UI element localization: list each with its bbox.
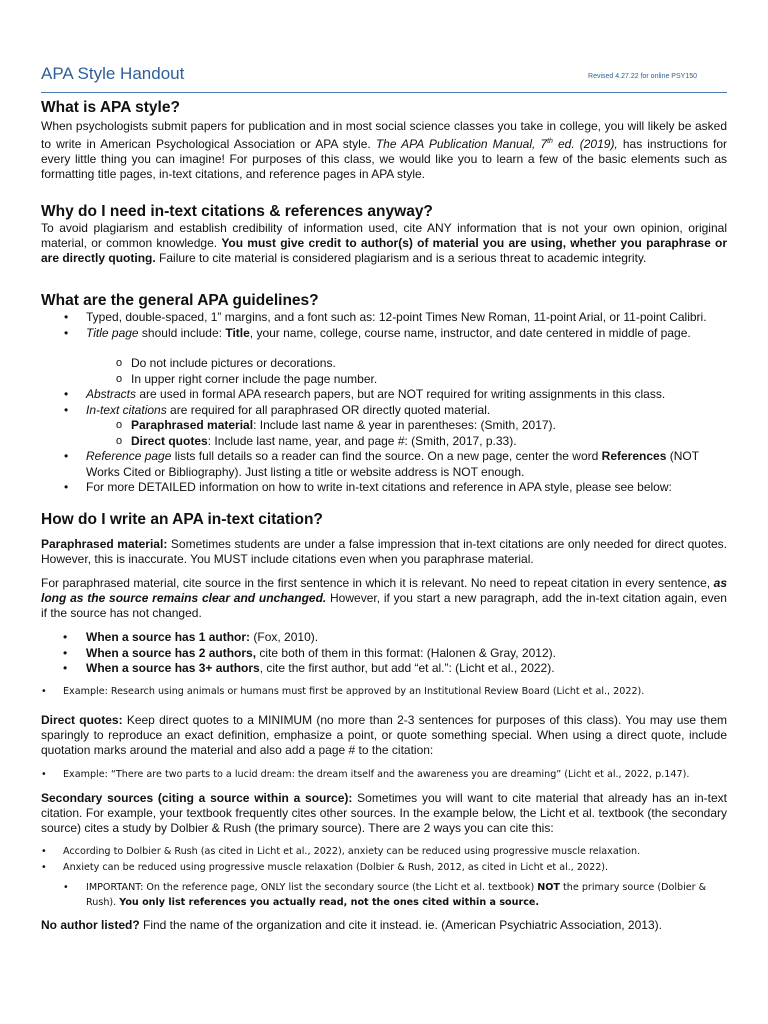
list-item: • Example: “There are two parts to a lucid dream: the dream itself and the awareness you are dreaming” (Licht et al., 2022, p.147). [41, 767, 727, 783]
heading-what-is-apa: What is APA style? [41, 99, 180, 116]
guidelines-list [41, 310, 727, 341]
paragraph-what-is-apa: When psychologists submit papers for publication and in most social science classes you take in college, you will likely be asked to write in American Psychological Association or APA style. The APA Publication Manual, 7th ed. (2019), has instructions for every little thing you can imagine! For purposes of this class, we would like you to learn a few of the basic elements such as formatting title pages, in-text citations, and reference pages in APA style. [41, 119, 728, 181]
list-item: • Abstracts are used in formal APA research papers, but are NOT required for writing assignments in this class. [41, 387, 727, 403]
paragraph-why-citations: To avoid plagiarism and establish credibility of information used, cite ANY information that is not your own opinion, original material, or common knowledge. You must give credit to author(s) of material you are using, whether you paraphrase or are directly quoting. Failure to cite material is considered plagiarism and is a serious threat to academic integrity. [41, 221, 727, 265]
document-title: APA Style Handout [41, 64, 185, 83]
guidelines-list-cont [41, 387, 727, 418]
heading-in-text-citation: How do I write an APA in-text citation? [41, 511, 323, 528]
list-item: • Typed, double-spaced, 1” margins, and a font such as: 12-point Times New Roman, 11-point Arial, or 11-point Calibri. [41, 310, 727, 326]
list-item: • Anxiety can be reduced using progressive muscle relaxation (Dolbier & Rush, 2012, as cited in Licht et al., 2022). [41, 860, 727, 876]
list-item: o Direct quotes: Include last name, year, and page #: (Smith, 2017, p.33). [41, 434, 727, 450]
list-item: • When a source has 3+ authors, cite the first author, but add “et al.”: (Licht et al., 2022). [41, 661, 727, 677]
paragraph-no-author: No author listed? Find the name of the organization and cite it instead. ie. (American Psychiatric Association, 2013). [41, 918, 662, 932]
heading-why-citations: Why do I need in-text citations & references anyway? [41, 203, 433, 220]
in-text-sublist [41, 418, 727, 449]
revision-note: Revised 4.27.22 for online PSY150 [588, 73, 697, 80]
title-page-sublist [41, 356, 727, 387]
document-header [41, 64, 727, 93]
list-item: o In upper right corner include the page number. [41, 372, 727, 388]
example-list-2 [41, 767, 727, 783]
list-item: o Paraphrased material: Include last name & year in parentheses: (Smith, 2017). [41, 418, 727, 434]
list-item: • According to Dolbier & Rush (as cited in Licht et al., 2022), anxiety can be reduced using progressive muscle relaxation. [41, 844, 727, 860]
list-item: • Example: Research using animals or humans must first be approved by an Institutional Review Board (Licht et al., 2022). [41, 684, 727, 700]
example-list-1 [41, 684, 727, 700]
list-item: o Do not include pictures or decorations. [41, 356, 727, 372]
secondary-examples-list [41, 844, 727, 875]
important-note-list [41, 880, 727, 910]
list-item: • IMPORTANT: On the reference page, ONLY list the secondary source (the Licht et al. textbook) NOT the primary source (Dolbier & Rush). You only list references you actually read, not the ones cited within a source. [41, 880, 727, 910]
list-item: • Title page should include: Title, your name, college, course name, instructor, and date centered in middle of page. [41, 326, 727, 342]
list-item: • When a source has 2 authors, cite both of them in this format: (Halonen & Gray, 2012). [41, 646, 727, 662]
paragraph-paraphrased-2: For paraphrased material, cite source in the first sentence in which it is relevant. No need to repeat citation in every sentence, as long as the source remains clear and unchanged. However, if you start a new paragraph, add the in-text citation again, even if the source has not changed. [41, 576, 727, 620]
heading-general-guidelines: What are the general APA guidelines? [41, 292, 319, 309]
list-item: • Reference page lists full details so a reader can find the source. On a new page, center the word References (NOT Works Cited or Bibliography). Just listing a title or website address is NOT enough. [41, 449, 727, 480]
list-item: • For more DETAILED information on how to write in-text citations and reference in APA style, please see below: [41, 480, 727, 496]
list-item: • When a source has 1 author: (Fox, 2010). [41, 630, 727, 646]
paragraph-direct-quotes: Direct quotes: Keep direct quotes to a MINIMUM (no more than 2-3 sentences for purposes of this class). You may use them sparingly to reproduce an exact definition, emphasize a point, or quote something special. When using a direct quote, include quotation marks around the material and also add a page # to the citation: [41, 713, 727, 757]
author-rules-list [41, 630, 727, 677]
paragraph-secondary-sources: Secondary sources (citing a source within a source): Sometimes you will want to cite material that already has an in-text citation. For example, your textbook frequently cites other sources. In the example below, the Licht et al. textbook (the secondary source) cites a study by Dolbier & Rush (the primary source). There are 2 ways you can cite this: [41, 791, 728, 835]
paragraph-paraphrased: Paraphrased material: Sometimes students are under a false impression that in-text citations are only needed for direct quotes. However, this is inaccurate. You MUST include citations even when you paraphrase material. [41, 537, 727, 566]
guidelines-list-end [41, 449, 727, 496]
list-item: • In-text citations are required for all paraphrased OR directly quoted material. [41, 403, 727, 419]
